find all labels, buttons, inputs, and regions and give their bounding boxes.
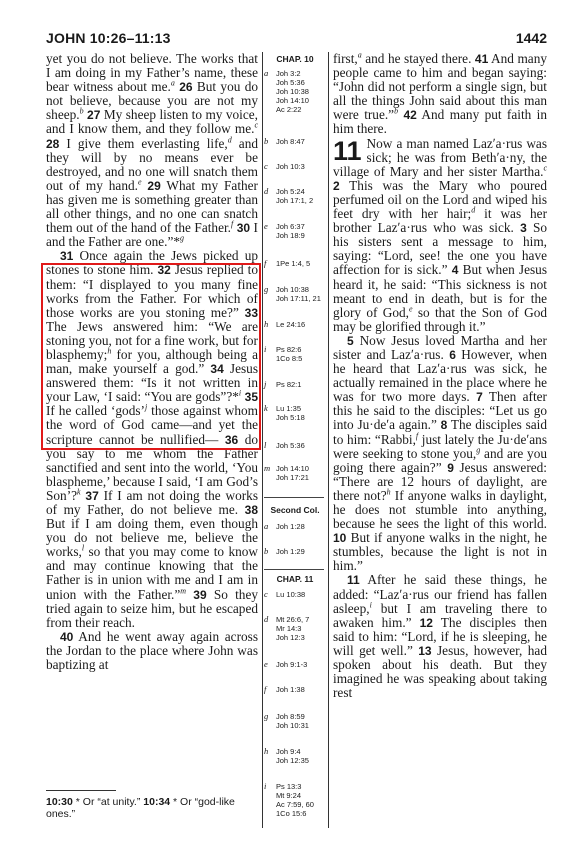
reference-letter: f <box>264 258 267 268</box>
cross-reference <box>264 660 326 669</box>
chapter-10-heading: CHAP. 10 <box>276 54 314 64</box>
footnotes <box>46 796 260 820</box>
cross-reference <box>264 137 326 146</box>
reference-letter: a <box>264 521 269 531</box>
reference-letter: d <box>264 186 269 196</box>
reference-letter: b <box>264 546 269 556</box>
footnote-reference: 10:30 <box>46 796 73 808</box>
cross-reference <box>264 522 326 531</box>
footnote-reference: 10:34 <box>143 796 171 808</box>
reference-text: Joh 9:1-3 <box>276 660 308 669</box>
reference-letter: h <box>264 319 269 329</box>
cross-reference <box>264 285 326 303</box>
column-divider-left <box>262 52 263 828</box>
cross-reference <box>264 464 326 482</box>
reference-letter: e <box>264 221 268 231</box>
right-text-column <box>333 52 547 700</box>
reference-text: Lu 1:35 Joh 5:18 <box>276 404 305 422</box>
reference-text: Joh 10:3 <box>276 162 305 171</box>
cross-reference <box>264 404 326 422</box>
reference-text: Ps 13:3 Mt 9:24 Ac 7:59, 60 1Co 15:6 <box>276 782 314 818</box>
reference-letter: g <box>264 711 269 721</box>
reference-letter: i <box>264 344 267 354</box>
reference-text: Ps 82:6 1Co 8:5 <box>276 345 303 363</box>
paragraph: yet you do not believe. The works that I am doing in my Father’s name, these bear witness about me.$^a$ 26 But you do not believe, because you are not my sheep.$^b$ 27 My sheep listen to my voice, and I know them, and they follow me.$^c$ 28 I give them everlasting life,$^d$ and they will by no means ever be destroyed, and no one will snatch them out of my hand.$^e$ 29 What my Father has given me is something greater than all other things, and no one can snatch them out of the hand of the Father.$^f$ 30 I and the Father are one.”*$^g$ <box>46 51 259 250</box>
reference-letter: b <box>264 136 269 146</box>
highlight-box <box>41 263 261 450</box>
reference-letter: l <box>264 440 267 450</box>
chapter-11-heading: CHAP. 11 <box>276 574 314 584</box>
footnote-text: * Or “at unity.” <box>72 796 144 808</box>
reference-letter: c <box>264 589 268 599</box>
reference-text: Ps 82:1 <box>276 380 302 389</box>
page-number: 1442 <box>515 30 547 46</box>
reference-letter: d <box>264 614 269 624</box>
reference-text: Joh 8:59 Joh 10:31 <box>276 712 309 730</box>
reference-text: Joh 9:4 Joh 12:35 <box>276 747 309 765</box>
page-header <box>0 0 573 50</box>
reference-letter: i <box>264 781 267 791</box>
cross-reference <box>264 187 326 205</box>
cross-reference <box>264 782 326 818</box>
reference-text: Joh 14:10 Joh 17:21 <box>276 464 309 482</box>
cross-reference <box>264 547 326 556</box>
reference-text: Joh 10:38 Joh 17:11, 21 <box>276 285 321 303</box>
footnote-text: * Or “god-like ones.” <box>46 796 235 820</box>
cross-reference <box>264 590 326 599</box>
reference-text: Joh 8:47 <box>276 137 305 146</box>
reference-separator <box>264 497 324 498</box>
reference-letter: c <box>264 161 268 171</box>
reference-text: Le 24:16 <box>276 320 306 329</box>
reference-letter: m <box>264 463 271 473</box>
footnote-rule <box>46 790 116 791</box>
reference-text: Joh 6:37 Joh 18:9 <box>276 222 305 240</box>
reference-text: Lu 10:38 <box>276 590 306 599</box>
reference-text: Joh 1:29 <box>276 547 305 556</box>
paragraph: 11 Now a man named Lazʹa·rus was sick; he was from Bethʹa·ny, the village of Mary and her sister Martha.$^c$ 2 This was the Mary who poured perfumed oil on the Lord and wiped his feet dry with her hair;$^d$ it was her brother Lazʹa·rus who was sick. 3 So his sisters sent a message to him, saying: “Lord, see! the one you have affection for is sick.” 4 But when Jesus heard it, he said: “This sickness is not meant to end in death, but is for the glory of God,$^e$ so that the Son of God may be glorified through it.” <box>333 135 548 334</box>
paragraph: 31 Once again the Jews picked up stones to stone him. 32 Jesus replied to them: “I displayed to you many fine works from the Father. For which of those works are you stoning me?” 33 The Jews answered him: “We are stoning you, not for a fine work, but for blasphemy;$^h$ for you, although being a man, make yourself a god.” 34 Jesus answered them: “Is it not written in your Law, ‘I said: “You are gods”?*$^i$ 35 If he called ‘gods’$^j$ those against whom the word of God came—and yet the scripture cannot be nullified— 36 do you say to me whom the Father sanctified and sent into the world, ‘You blaspheme,’ because I said, ‘I am God’s Son’?$^k$ 37 If I am not doing the works of my Father, do not believe me. 38 But if I am doing them, even though you do not believe me, believe the works,$^l$ so that you may come to know and may continue knowing that the Father is in union with me and I am in union with the Father.”$^m$ 39 So they tried again to seize him, but he escaped from their reach. <box>46 248 259 630</box>
reference-text: Joh 3:2 Joh 5:36 Joh 10:38 Joh 14:10 Ac 2:22 <box>276 69 309 114</box>
cross-reference <box>264 69 326 114</box>
cross-reference <box>264 441 326 450</box>
reference-letter: f <box>264 684 267 694</box>
running-head: JOHN 10:26–11:13 <box>46 30 171 46</box>
cross-reference <box>264 259 326 268</box>
reference-letter: j <box>264 379 267 389</box>
reference-letter: e <box>264 659 268 669</box>
cross-reference <box>264 320 326 329</box>
cross-reference <box>264 685 326 694</box>
cross-reference <box>264 345 326 363</box>
reference-text: Joh 5:36 <box>276 441 305 450</box>
reference-letter: a <box>264 68 269 78</box>
reference-text: Joh 1:28 <box>276 522 305 531</box>
reference-text: Mt 26:6, 7 Mr 14:3 Joh 12:3 <box>276 615 310 642</box>
reference-text: Joh 5:24 Joh 17:1, 2 <box>276 187 314 205</box>
column-divider-right <box>328 52 329 828</box>
reference-letter: h <box>264 746 269 756</box>
reference-text: Joh 1:38 <box>276 685 305 694</box>
paragraph: 11 After he said these things, he added: “Lazʹa·rus our friend has fallen asleep,$^i$ but I am traveling there to awaken him.” 12 The disciples then said to him: “Lord, if he is sleeping, he will get well.” 13 Jesus, however, had spoken about his death. But they imagined he was speaking about taking rest <box>333 572 547 701</box>
cross-reference <box>264 615 326 642</box>
cross-reference <box>264 222 326 240</box>
paragraph: 40 And he went away again across the Jordan to the place where John was baptizing at <box>46 628 258 673</box>
cross-reference <box>264 712 326 730</box>
cross-reference <box>264 380 326 389</box>
second-column-heading: Second Col. <box>270 505 320 515</box>
reference-letter: k <box>264 403 268 413</box>
paragraph: first,$^a$ and he stayed there. 41 And many people came to him and began saying: “John did not perform a single sign, but all the things John said about this man were true.”$^b$ 42 And many put faith in him there. <box>333 50 547 137</box>
reference-text: 1Pe 1:4, 5 <box>276 259 311 268</box>
chapter-number: 11 <box>333 135 362 166</box>
cross-reference <box>264 162 326 171</box>
paragraph: 5 Now Jesus loved Martha and her sister and Lazʹa·rus. 6 However, when he heard that Lazʹa·rus was sick, he actually remained in the place where he was for two more days. 7 Then after this he said to the disciples: “Let us go into Ju·deʹa again.” 8 The disciples said to him: “Rabbi,$^f$ just lately the Ju·deʹans were seeking to stone you,$^g$ and are you going there again?” 9 Jesus answered: “There are 12 hours of daylight, are there not?$^h$ If anyone walks in daylight, he does not stumble into anything, because he sees the light of this world. 10 But if anyone walks in the night, he stumbles, because the light is not in him.” <box>333 332 547 574</box>
cross-reference <box>264 747 326 765</box>
reference-letter: g <box>264 284 269 294</box>
reference-separator <box>264 569 324 570</box>
